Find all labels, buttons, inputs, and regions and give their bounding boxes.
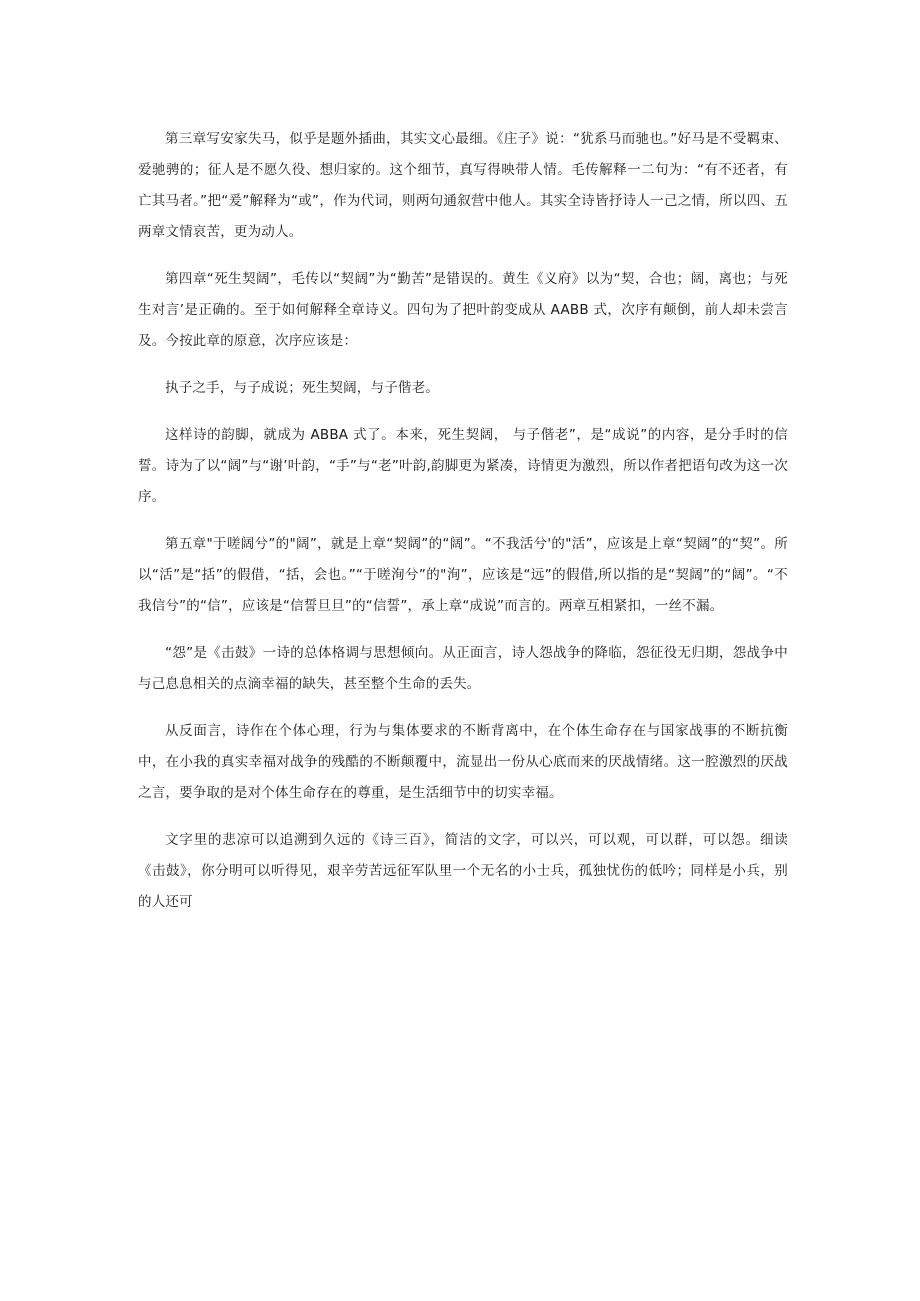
paragraph-anti-war: 从反面言，诗作在个体心理，行为与集体要求的不断背离中，在个体生命存在与国家战事的不断抗衡中，在小我的真实幸福对战争的残酷的不断颠覆中，流显出一份从心底而来的厌战情绪。这一腔激烈的厌战之言，要争取的是对个体生命存在的尊重，是生活细节中的切实幸福。 bbox=[138, 723, 788, 801]
paragraph-resentment-theme: “怨”是《击鼓》一诗的总体格调与思想倾向。从正面言，诗人怨战争的降临，怨征役无归期，怨战争中与己息息相关的点滴幸福的缺失，甚至整个生命的丢失。 bbox=[138, 645, 788, 692]
paragraph-rhyme-scheme: 这样诗的韵脚，就成为 ABBA 式了。本来，死生契阔， 与子偕老”，是“成说”的内容，是分手时的信誓。诗为了以“阔”与“谢’叶韵，“手”与“老”叶韵,韵脚更为紧凑，诗情更为激烈，所以作者把语句改为这一次序。 bbox=[138, 427, 788, 505]
document-body bbox=[138, 124, 788, 934]
paragraph-reordered-verse: 执子之手，与子成说；死生契阔，与子偕老。 bbox=[165, 380, 439, 396]
paragraph-chapter-five: 第五章"于嗟阔兮”的"阔”，就是上章“契阔”的“阔”。“不我活兮'的"活”，应该是上章“契阔”的“契”。所以“活”是“括”的假借，“括，会也。”“于嗟洵兮”的"洵”，应该是“远”的假借,所以指的是“契阔”的“阔”。“不我信兮”的“信”，应该是“信誓旦旦”的“信誓”，承上章“成说”而言的。两章互相紧扣，一丝不漏。 bbox=[138, 536, 788, 614]
paragraph-chapter-four: 第四章“死生契阔”，毛传以“契阔”为“勤苦”是错误的。黄生《义府》以为“契，合也；阔，离也；与死生对言’是正确的。至于如何解释全章诗义。四句为了把叶韵变成从 AABB 式，次序有颠倒，前人却未尝言及。今按此章的原意，次序应该是： bbox=[138, 271, 788, 349]
paragraph-shijing-origin: 文字里的悲凉可以追溯到久远的《诗三百》，简洁的文字，可以兴，可以观，可以群，可以怨。细读《击鼓》，你分明可以听得见，艰辛劳苦远征军队里一个无名的小士兵，孤独忧伤的低吟；同样是小兵，别的人还可 bbox=[138, 832, 788, 910]
paragraph-chapter-three: 第三章写安家失马，似乎是题外插曲，其实文心最细。《庄子》说：“犹系马而驰也。”好马是不受羁束、爱驰骋的；征人是不愿久役、想归家的。这个细节，真写得映带人情。毛传解释一二句为：“有不还者，有亡其马者。”把“爰”解释为“或”，作为代词，则两句通叙营中他人。其实全诗皆抒诗人一己之情，所以四、五两章文情哀苦，更为动人。 bbox=[138, 131, 788, 240]
